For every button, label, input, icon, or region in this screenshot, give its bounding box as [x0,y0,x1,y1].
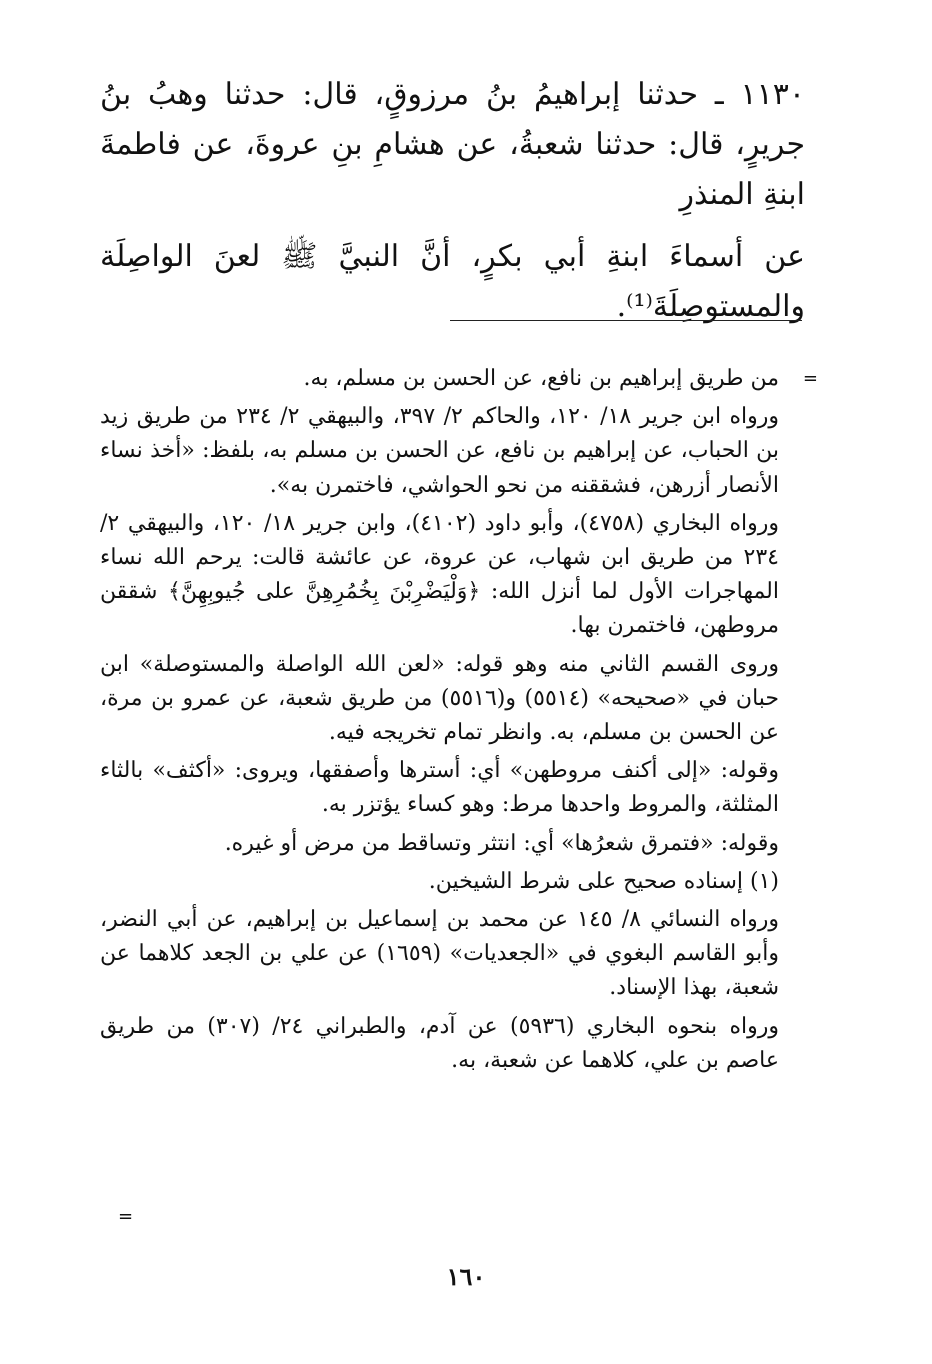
footnote-paragraph: وروى القسم الثاني منه وهو قوله: «لعن الله الواصلة والمستوصلة» ابن حبان في «صحيحه» (٥٥١٤) و(٥٥١٦) من طريق شعبة، عن عمرو بن مرة، عن الحسن بن مسلم، به. وانظر تمام تخريجه فيه. [100,651,780,746]
footnote-paragraph: ورواه ابن جرير ١٨/ ١٢٠، والحاكم ٢/ ٣٩٧، والبيهقي ٢/ ٢٣٤ من طريق زيد بن الحباب، عن إبراهيم بن نافع، عن الحسن بن مسلم به، بلفظ: «أخذ نساء الأنصار أزرهن، فشققنه من نحو الحواشي، فاختمرن به». [100,404,780,498]
footnote-1-marker: (١) إسناده صحيح على شرط الشيخين. [428,868,779,894]
footnote-paragraph: وقوله: «فتمرق شعرُها» أي: انتثر وتساقط من مرض أو غيره. [224,830,779,856]
hadith-chain: ١١٣٠ ـ حدثنا إبراهيمُ بنُ مرزوقٍ، قال: حدثنا وهبُ بنُ جريرٍ، قال: حدثنا شعبةُ، عن هشامِ بنِ عروةَ، عن فاطمةَ ابنةِ المنذرِ [100,77,805,212]
hadith-matn: عن أسماءَ ابنةِ أبي بكرٍ، أنَّ النبيَّ ﷺ لعنَ الواصِلَة والمستوصِلَةَ⁽¹⁾. [100,239,805,324]
footnote-paragraph: ورواه البخاري (٤٧٥٨)، وأبو داود (٤١٠٢)، وابن جرير ١٨/ ١٢٠، والبيهقي ٢/ ٢٣٤ من طريق ابن شهاب، عن عروة، عن عائشة قالت: يرحم الله نساء المهاجرات الأول لما أنزل الله: ﴿وَلْيَضْرِبْنَ بِخُمُرِهِنَّ على جُيوبِهِنَّ﴾ شققن مروطهن، فاختمرن بها. [100,510,779,639]
footnote-paragraph: ورواه بنحوه البخاري (٥٩٣٦) عن آدم، والطبراني ٢٤/ (٣٠٧) من طريق عاصم بن علي، كلاهما عن شعبة، به. [100,1013,779,1073]
continuation-mark: = [802,368,818,389]
footnote-continuation: من طريق إبراهيم بن نافع، عن الحسن بن مسلم، به. [303,366,779,391]
footnotes [100,362,807,1078]
footnote-paragraph: وقوله: «إلى أكنف مروطهن» أي: أسترها وأصفقها، ويروى: «أكثف» بالثاء المثلثة، والمروط واحدها مرط: وهو كساء يؤتزر به. [100,758,779,818]
main-text [100,70,805,332]
main-spacer [100,220,805,232]
page-number: ١٦٠ [446,1262,486,1291]
footnote-paragraph: ورواه النسائي ٨/ ١٤٥ عن محمد بن إسماعيل بن إبراهيم، عن أبي النضر، وأبو القاسم البغوي في «الجعديات» (١٦٥٩) عن علي بن الجعد كلاهما عن شعبة، بهذا الإسناد. [100,907,779,1001]
continuation-mark-end: = [118,1206,134,1227]
footnote-divider [450,320,802,321]
